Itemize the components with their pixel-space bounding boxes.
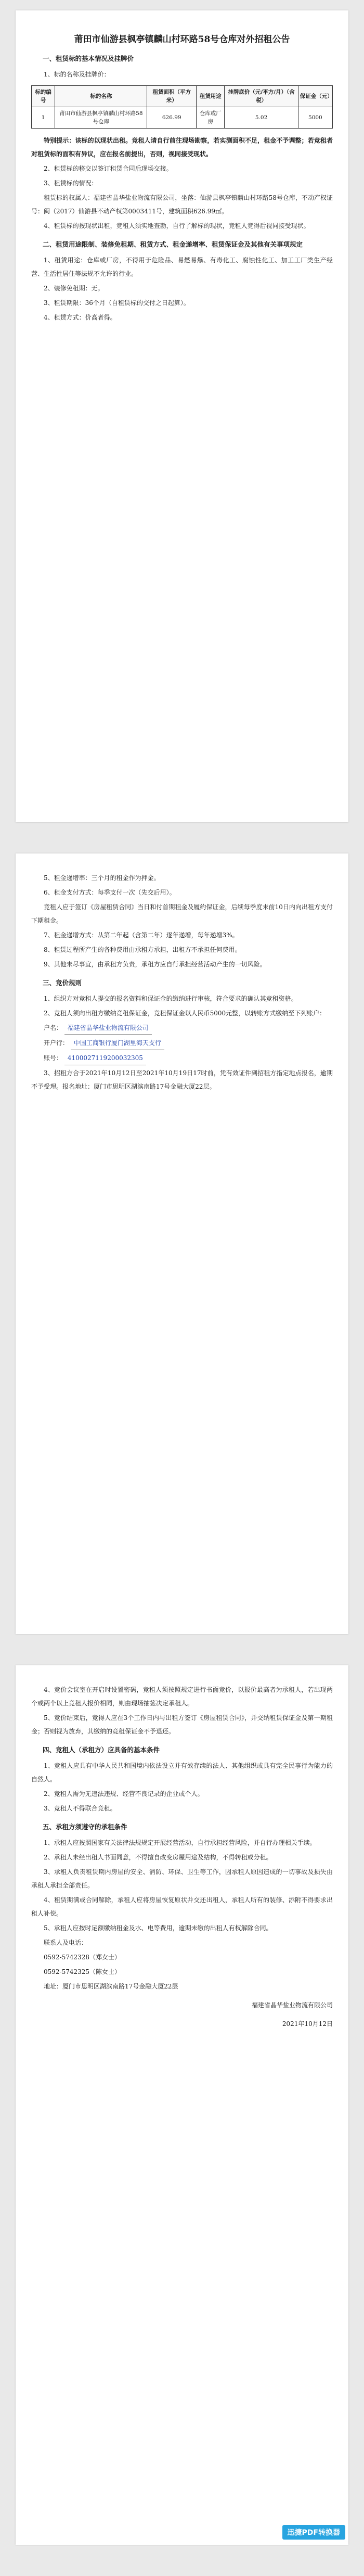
table-header-cell: 标的名称 [55,86,147,107]
contact-phone-1: 0592-5742328（郑女士） [44,1954,121,1961]
qualification-1: 1、竞租人应具有中华人民共和国境内依法设立并有效存续的法人、其他组织或具有完全民事行为能力的自然人。 [31,1762,333,1783]
lease-use: 1、租赁用途：仓库或厂房，不得用于危险品、易燃易爆、有毒化工、腐蚀性化工、加工工厂类生产经营、生活性居住等法规不允许的行业。 [31,257,333,277]
condition-3: 3、承租人负责租赁期内房屋的安全、消防、环保、卫生等工作，因承租人原因造成的一切事故及损失由承租人承担全部责任。 [31,1868,333,1889]
rent-increase: 5、租金递增率：三个月的租金作为押金。 [44,874,160,882]
table-cell: 626.99 [147,107,197,129]
rule-5: 5、竞价结束后，竞得人应在3个工作日内与出租方签订《房屋租赁合同》，并交纳租赁保证金及第一期租金；否则视为放弃，其缴纳的竞租保证金不予退还。 [31,1714,333,1735]
table-header-cell: 标的编号 [32,86,55,107]
table-header-cell: 租赁面积（平方米） [147,86,197,107]
rent-escalation: 7、租金递增方式：从第二年起（含第二年）逐年递增，每年递增3%。 [44,932,239,939]
section-heading-3: 三、竞价规则 [43,979,82,987]
condition-5: 5、承租人应按时足额缴纳租金及水、电等费用，逾期未缴的出租人有权解除合同。 [44,1924,272,1932]
table-cell: 莆田市仙游县枫亭镇麟山村环路58号仓库 [55,107,147,129]
rule-1: 1、组织方对竞租人提交的报名资料和保证金的缴纳进行审核，符合要求的确认其竞租资格。 [44,995,297,1002]
account-bank-label: 开户行： [44,1039,69,1047]
page-title: 莆田市仙游县枫亭镇麟山村环路58号仓库对外招租公告 [74,34,290,45]
condition-4: 4、租赁期满或合同解除，承租人应将房屋恢复原状并交还出租人，承租人所有的装修、添附不得要求出租人补偿。 [31,1896,333,1917]
rule-3: 3、招租方合于2021年10月12日至2021年10月19日17时前，凭有效证件到招租方指定地点报名，逾期不予受理。报名地址：厦门市思明区湖滨南路17号金融大厦22层。 [31,1069,333,1090]
condition-1: 1、承租人应按照国家有关法律法规规定开展经营活动，自行承担经营风险，并自行办理相关手续。 [44,1839,316,1846]
account-number-value: 4100027119200032305 [64,1051,146,1065]
contact-phone-2: 0592-5742325（陈女士） [44,1968,121,1975]
condition-2: 2、承租人未经出租人书面同意，不得擅自改变房屋用途及结构，不得转租或分租。 [44,1854,272,1861]
issuer-name: 福建省晶华盐业物流有限公司 [251,2001,333,2009]
contact-address: 地址：厦门市思明区湖滨南路17号金融大厦22层 [44,1983,178,1990]
payment-detail: 竞租人应于签订《房屋租赁合同》当日和付首期租金及履约保证金，后续每季度末前10日内向出租方支付下期租金。 [31,903,333,924]
section-heading-5: 五、承租方须遵守的承租条件 [43,1823,127,1831]
qualification-3: 3、竞租人不得联合竞租。 [44,1805,116,1812]
item-4: 4、租赁标的按现状出租，竞租人须实地查勘，自行了解标的现状，竞租人竞得后视同接受现状。 [44,222,310,229]
document-page-1 [16,10,348,822]
table-header-cell: 挂牌底价（元/平方/月）（含税） [225,86,298,107]
table-header-cell: 保证金（元） [298,86,332,107]
account-name-line [31,1021,333,1035]
rule-4: 4、竞价会议室在开启时设置密码，竞租人须按照规定进行书面竞价，以报价最高者为承租人，若出现两个或两个以上竞租人报价相同，则由现场抽签决定承租人。 [31,1686,333,1707]
table-row [32,107,333,129]
document-page-2 [16,853,348,1634]
special-note: 特别提示：该标的以现状出租。竞租人请自行前往现场勘察，若实测面积不足，租金不予调整；若竞租者对租赁标的面积有异议，应在报名前提出，否则，视同接受现状。 [31,137,333,158]
section-heading-4: 四、竞租人（承租方）应具备的基本条件 [43,1746,160,1754]
table-cell: 5000 [298,107,332,129]
section-heading-1: 一、租赁标的基本情况及挂牌价 [43,55,134,62]
other-clause: 9、其他未尽事宜，由承租方负责，承租方应自行承担经营活动产生的一切风险。 [44,961,266,968]
table-cell: 仓库或厂房 [197,107,225,129]
contact-label: 联系人及电话： [44,1939,88,1946]
payment-method: 6、租金支付方式：每季支付一次（先交后用）。 [44,889,176,896]
document-page-3 [16,1665,348,2545]
item-3-label: 3、租赁标的情况： [44,180,98,187]
rent-free-period: 2、装修免租期：无。 [44,285,104,292]
account-bank-line [31,1036,333,1050]
account-number-line [31,1051,333,1065]
table-cell: 5.02 [225,107,298,129]
item-1-label: 1、标的名称及挂牌价： [44,71,110,78]
section-heading-2: 二、租赁用途限制、装修免租期、租赁方式、租金递增率、租赁保证金及其他有关事项规定 [43,240,303,248]
account-name-label: 户名： [44,1024,63,1031]
lease-table [31,85,333,129]
property-description: 租赁标的权属人：福建省晶华盐业物流有限公司，坐落：仙游县枫亭镇麟山村环路58号仓库，不动产权证号：闽（2017）仙游县不动产权第0003411号，建筑面积626.99㎡。 [31,194,333,215]
lease-method: 4、租赁方式：价高者得。 [44,314,116,321]
account-name-value: 福建省晶华盐业物流有限公司 [64,1021,152,1035]
handover-note: 2、租赁标的移交以签订租赁合同后现场交接。 [44,165,173,172]
account-number-label: 账号： [44,1054,63,1062]
issue-date: 2021年10月12日 [282,2020,333,2027]
table-header-cell: 租赁用途 [197,86,225,107]
qualification-2: 2、竞租人需为无违法违规、经营不良记录的企业或个人。 [44,1790,204,1797]
fees-clause: 8、租赁过程所产生的各种费用由承租方承担，出租方不承担任何费用。 [44,946,241,953]
table-header-row [32,86,333,107]
account-bank-value: 中国工商银行厦门湖里海天支行 [71,1036,164,1050]
rule-2: 2、竞租人须向出租方缴纳竞租保证金，竞租保证金以人民币5000元整，以转账方式缴纳至下列账户： [44,1010,326,1017]
lease-term: 3、租赁期限：36个月（自租赁标的交付之日起算）。 [44,299,190,307]
table-cell: 1 [32,107,55,129]
converter-watermark: 迅捷PDF转换器 [282,2525,345,2540]
